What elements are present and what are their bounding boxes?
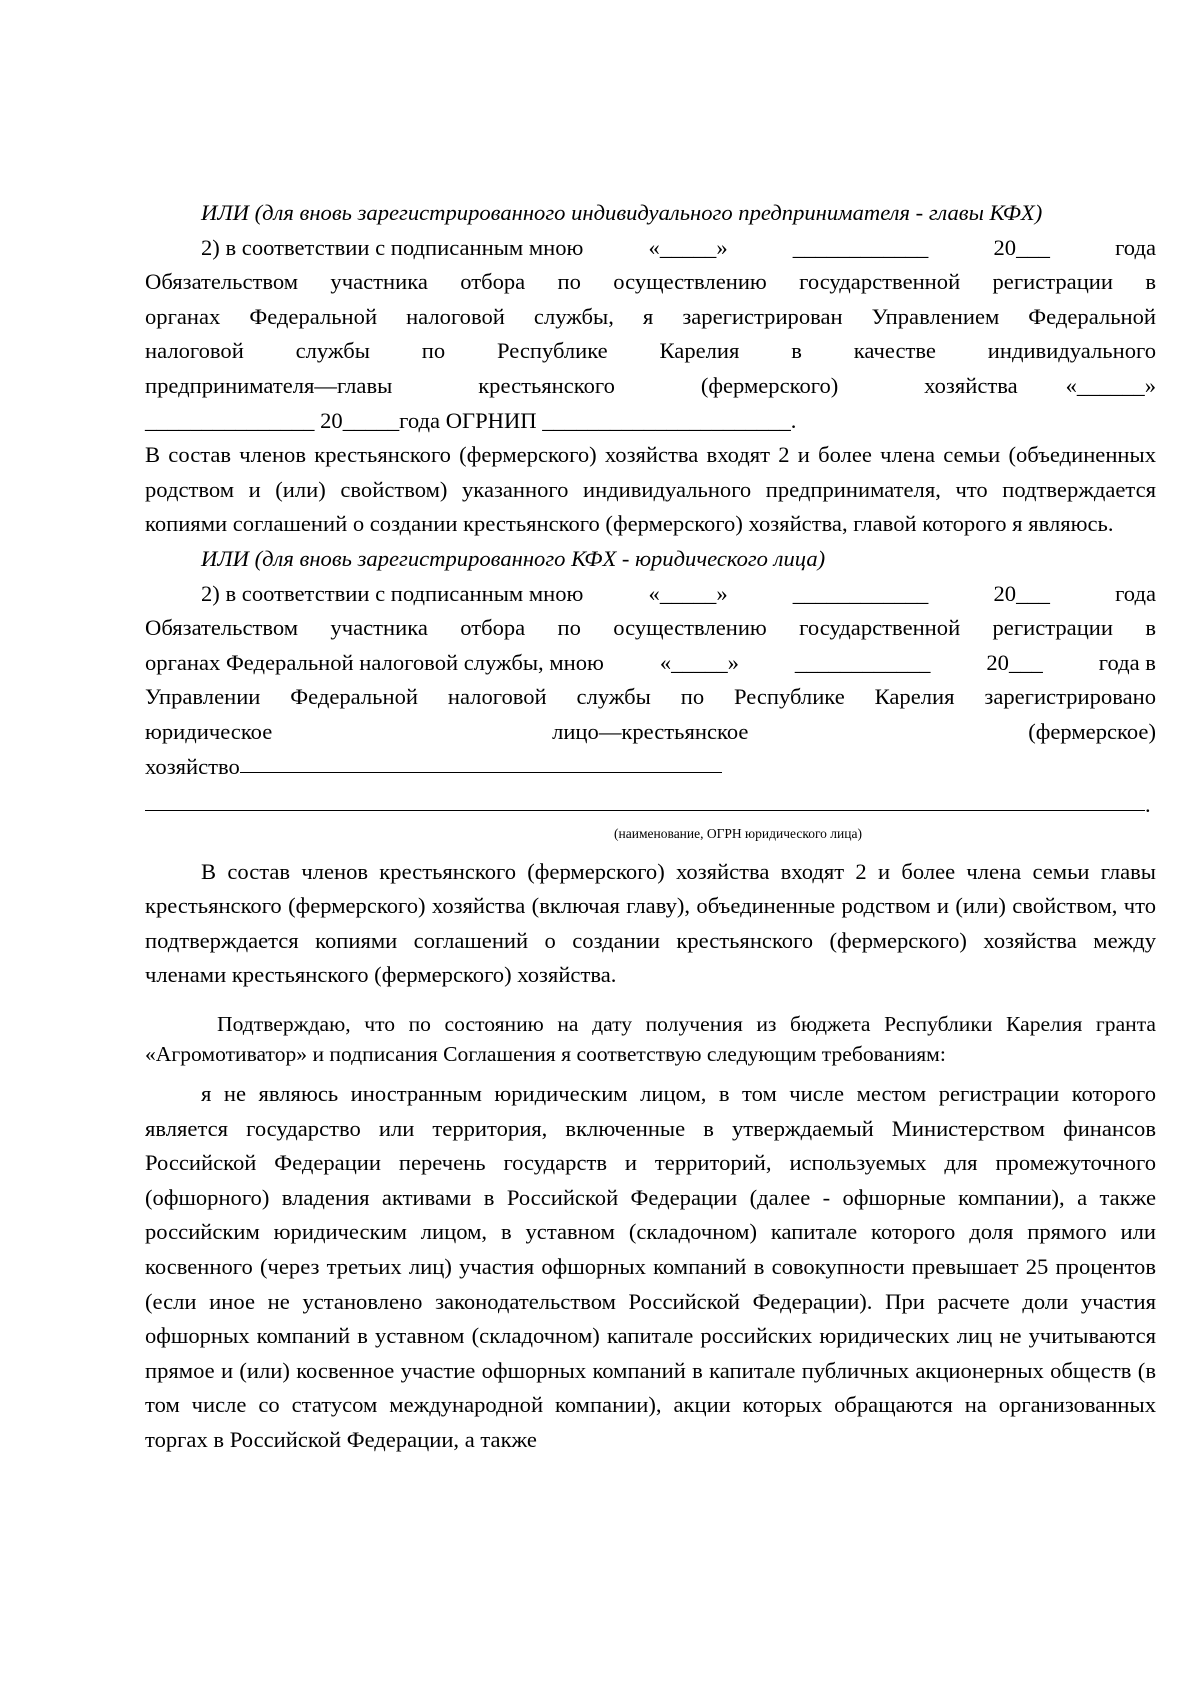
ip-registration-item: [145, 231, 1156, 439]
ul-item-line4: Управлении Федеральной налоговой службы по Республике Карелия зарегистрировано: [145, 684, 1156, 710]
ip-item-year-word: года: [1115, 234, 1156, 260]
kfh-ul-header: ИЛИ (для вновь зарегистрированного КФХ - юридического лица): [201, 545, 826, 571]
ul-item-intro: 2) в соответствии с подписанным мною: [201, 580, 584, 606]
ip-item-line3: органах Федеральной налоговой службы, я зарегистрирован Управлением Федеральной: [145, 303, 1156, 329]
ul-item-line5: [145, 715, 1156, 750]
ip-item-line5-date: «______»: [1065, 372, 1156, 398]
ip-item-line4: налоговой службы по Республике Карелия в качестве индивидуального: [145, 338, 1156, 364]
ip-item-line1: [145, 231, 1156, 266]
requirement-paragraph: я не являюсь иностранным юридическим лицом, в том числе местом регистрации которого является государство или территория, включенные в утверждаемый Министерством финансов Российской Федерации перечень государств и территорий, используемых для промежуточного (офшорного) владения активами в Российской Федерации (далее - офшорные компании), а также российским юридическим лицом, в уставном (складочном) капитале которого доля прямого или косвенного (через третьих лиц) участия офшорных компаний в совокупности превышает 25 процентов (если иное не установлено законодательством Российской Федерации). При расчете доли участия офшорных компаний в уставном (складочном) капитале российских юридических лиц не учитываются прямое и (или) косвенное участие офшорных компаний в капитале публичных акционерных обществ (в том числе со статусом международной компании), акции которых обращаются на организованных торгах в Российской Федерации, а также: [145, 1081, 1156, 1452]
ip-item-line2: Обязательством участника отбора по осуществлению государственной регистрации в: [145, 269, 1156, 295]
blank-caption: (наименование, ОГРН юридического лица): [614, 825, 862, 841]
ip-item-intro: 2) в соответствии с подписанным мною: [201, 234, 584, 260]
ul-item-month: ____________: [792, 580, 929, 606]
ul-item-line6: [145, 750, 1156, 785]
ul-item-year-word: года: [1115, 580, 1156, 606]
ul-item-line5-c: (фермерское): [1028, 718, 1156, 744]
ip-item-line5-text: предпринимателя—главы крестьянского (фермерского) хозяйства: [145, 372, 1018, 398]
ul-item-line2: Обязательством участника отбора по осуществлению государственной регистрации в: [145, 615, 1156, 641]
ip-item-year: 20___: [993, 234, 1050, 260]
ul-item-line3-day: «_____»: [659, 649, 739, 675]
ip-members-paragraph: В состав членов крестьянского (фермерского) хозяйства входят 2 и более члена семьи (объединенных родством и (или) свойством) указанного индивидуального предпринимателя, что подтверждается копиями соглашений о создании крестьянского (фермерского) хозяйства, главой которого я являюсь.: [145, 442, 1156, 537]
ip-item-line6: _______________ 20_____года ОГРНИП ______________________.: [145, 407, 797, 433]
ul-item-line5-b: лицо—крестьянское: [552, 718, 749, 744]
ul-item-line3-text: органах Федеральной налоговой службы, мною: [145, 649, 604, 675]
ul-item-line3-year: 20___: [986, 649, 1043, 675]
confirmation-paragraph: Подтверждаю, что по состоянию на дату получения из бюджета Республики Карелия гранта «Агромотиватор» и подписания Соглашения я соответствую следующим требованиям:: [145, 1012, 1156, 1067]
legal-entity-ogrn-blank: [145, 809, 1145, 811]
ip-item-line5: [145, 369, 1156, 404]
ip-item-day: «_____»: [648, 234, 728, 260]
ul-item-line6-text: хозяйство: [145, 753, 240, 779]
ul-item-line3-word: года в: [1098, 649, 1156, 675]
ul-registration-item: [145, 577, 1156, 843]
ul-item-year: 20___: [993, 580, 1050, 606]
kfh-ip-header: ИЛИ (для вновь зарегистрированного индивидуального предпринимателя - главы КФХ): [201, 200, 1043, 225]
legal-entity-name-blank: [240, 771, 722, 773]
ul-item-line7-end: .: [1145, 792, 1151, 818]
document-body: [145, 196, 1156, 1458]
ul-item-line3-month: ____________: [794, 649, 931, 675]
ul-members-paragraph: В состав членов крестьянского (фермерского) хозяйства входят 2 и более члена семьи главы крестьянского (фермерского) хозяйства (включая главу), объединенные родством и (или) свойством, что подтверждается копиями соглашений о создании крестьянского (фермерского) хозяйства между членами крестьянского (фермерского) хозяйства.: [145, 858, 1156, 988]
ul-item-line7: [145, 788, 1156, 823]
ul-item-line5-a: юридическое: [145, 718, 273, 744]
ul-item-line1: [145, 577, 1156, 612]
ul-item-day: «_____»: [648, 580, 728, 606]
ip-item-month: ____________: [792, 234, 929, 260]
ul-item-line3: [145, 646, 1156, 681]
